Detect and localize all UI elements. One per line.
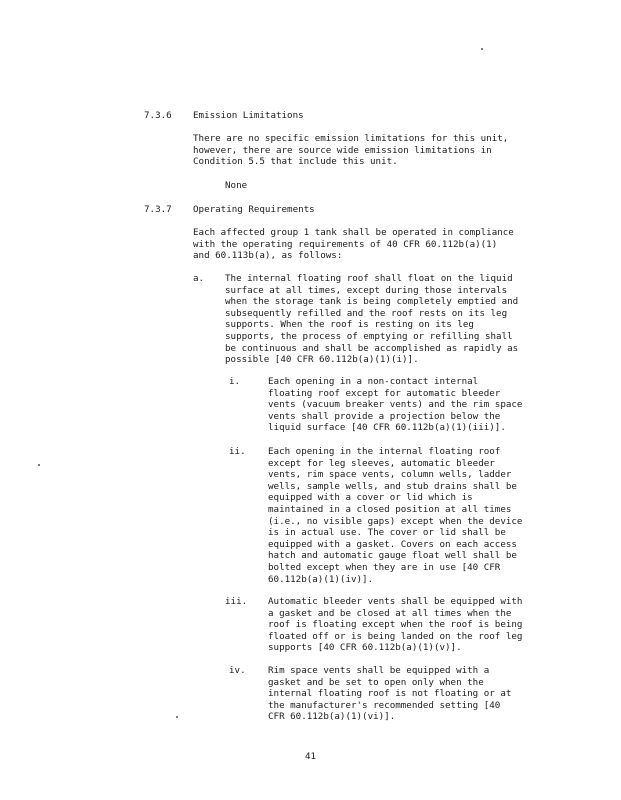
scan-speck [38,464,40,466]
section-body: There are no specific emission limitations for this unit, however, there are source wide emission limitations in Condition 5.5 that include this unit. [193,133,509,168]
section-number: 7.3.7 [144,204,172,215]
sub-list-marker: i. [229,376,241,387]
scan-speck [481,48,483,50]
none-text: None [225,180,248,191]
section-number: 7.3.6 [144,110,172,121]
page-number: 41 [304,751,317,762]
list-item-text: The internal floating roof shall float on the liquid surface at all times, except during those intervals when the storage tank is being completely emptied and subsequently refilled and the roof rests on its leg supports. When the roof is resting on its leg supports, the process of emptying or refilling shall be continuous and shall be accomplished as rapidly as possible [40 CFR 60.112b(a)(1)(i)]. [225,273,519,366]
sub-list-marker: iii. [225,596,248,607]
section-heading: Emission Limitations [193,110,304,121]
sub-list-item-text: Each opening in the internal floating roof except for leg sleeves, automatic bleeder vents, rim space vents, column wells, ladder wells, sample wells, and stub drains shall be equipped with a cover or lid which is maintained in a closed position at all times (i.e., no visible gaps) except when the device is in actual use. The cover or lid shall be equipped with a gasket. Covers on each access hatch and automatic gauge float well shall be bolted except when they are in use [40 CFR 60.112b(a)(1)(iv)]. [268,446,523,585]
sub-list-item-text: Rim space vents shall be equipped with a gasket and be set to open only when the internal floating roof is not floating or at the manufacturer's recommended setting [40 CFR 60.112b(a)(1)(vi)]. [268,665,512,723]
section-intro: Each affected group 1 tank shall be operated in compliance with the operating requirements of 40 CFR 60.112b(a)(1) and 60.113b(a), as follows: [193,227,514,262]
list-marker: a. [193,273,205,284]
sub-list-item-text: Automatic bleeder vents shall be equipped with a gasket and be closed at all times when the roof is floating except when the roof is being floated off or is being landed on the roof leg supports [40 CFR 60.112b(a)(1)(v)]. [268,596,523,654]
section-heading: Operating Requirements [193,204,315,215]
sub-list-marker: iv. [229,665,246,676]
sub-list-item-text: Each opening in a non-contact internal floating roof except for automatic bleeder vents (vacuum breaker vents) and the rim space vents shall provide a projection below the liquid surface [40 CFR 60.112b(a)(1)(iii)]. [268,376,523,434]
sub-list-marker: ii. [229,446,246,457]
scan-speck [176,716,178,718]
